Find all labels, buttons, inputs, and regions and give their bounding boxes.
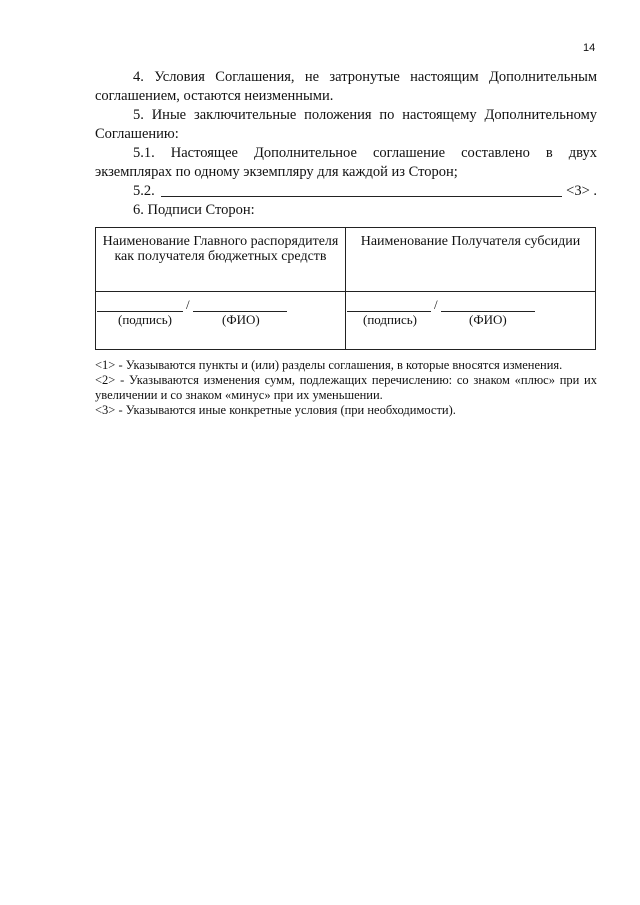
item-5-2-blank [161, 182, 562, 197]
right-sign-label: (подпись) [363, 312, 417, 327]
left-name-line [193, 297, 287, 312]
paragraph-5-2 [95, 182, 597, 201]
paragraph-5: 5. Иные заключительные положения по настоящему Дополнительному Соглашению: [95, 107, 597, 142]
document-body [95, 68, 597, 220]
right-name-label: (ФИО) [469, 312, 507, 327]
signatures-table [95, 227, 596, 350]
left-signature-slash: / [186, 297, 190, 312]
footnotes [95, 358, 597, 418]
item-5-2-suffix: <3> . [566, 183, 597, 199]
paragraph-6: 6. Подписи Сторон: [133, 202, 255, 218]
right-signature-slash: / [434, 297, 438, 312]
right-signature-cell [346, 292, 596, 350]
left-signature-line [97, 297, 183, 312]
left-sign-label: (подпись) [118, 312, 172, 327]
paragraph-5-1: 5.1. Настоящее Дополнительное соглашение составлено в двух экземплярах по одному экземпляру для каждой из Сторон; [95, 145, 597, 180]
item-5-2-label: 5.2. [133, 183, 155, 199]
left-name-label: (ФИО) [222, 312, 260, 327]
paragraph-4: 4. Условия Соглашения, не затронутые настоящим Дополнительным соглашением, остаются неизменными. [95, 69, 597, 104]
right-party-header: Наименование Получателя субсидии [346, 228, 596, 292]
right-name-line [441, 297, 535, 312]
left-party-header: Наименование Главного распорядителя как получателя бюджетных средств [96, 228, 346, 292]
footnote-3: <3> - Указываются иные конкретные условия (при необходимости). [95, 403, 456, 417]
left-signature-cell [96, 292, 346, 350]
footnote-1: <1> - Указываются пункты и (или) разделы соглашения, в которые вносятся изменения. [95, 358, 563, 372]
page-number: 14 [583, 42, 596, 54]
right-signature-line [347, 297, 431, 312]
footnote-2: <2> - Указываются изменения сумм, подлежащих перечислению: со знаком «плюс» при их увеличении и со знаком «минус» при их уменьшении. [95, 373, 597, 402]
